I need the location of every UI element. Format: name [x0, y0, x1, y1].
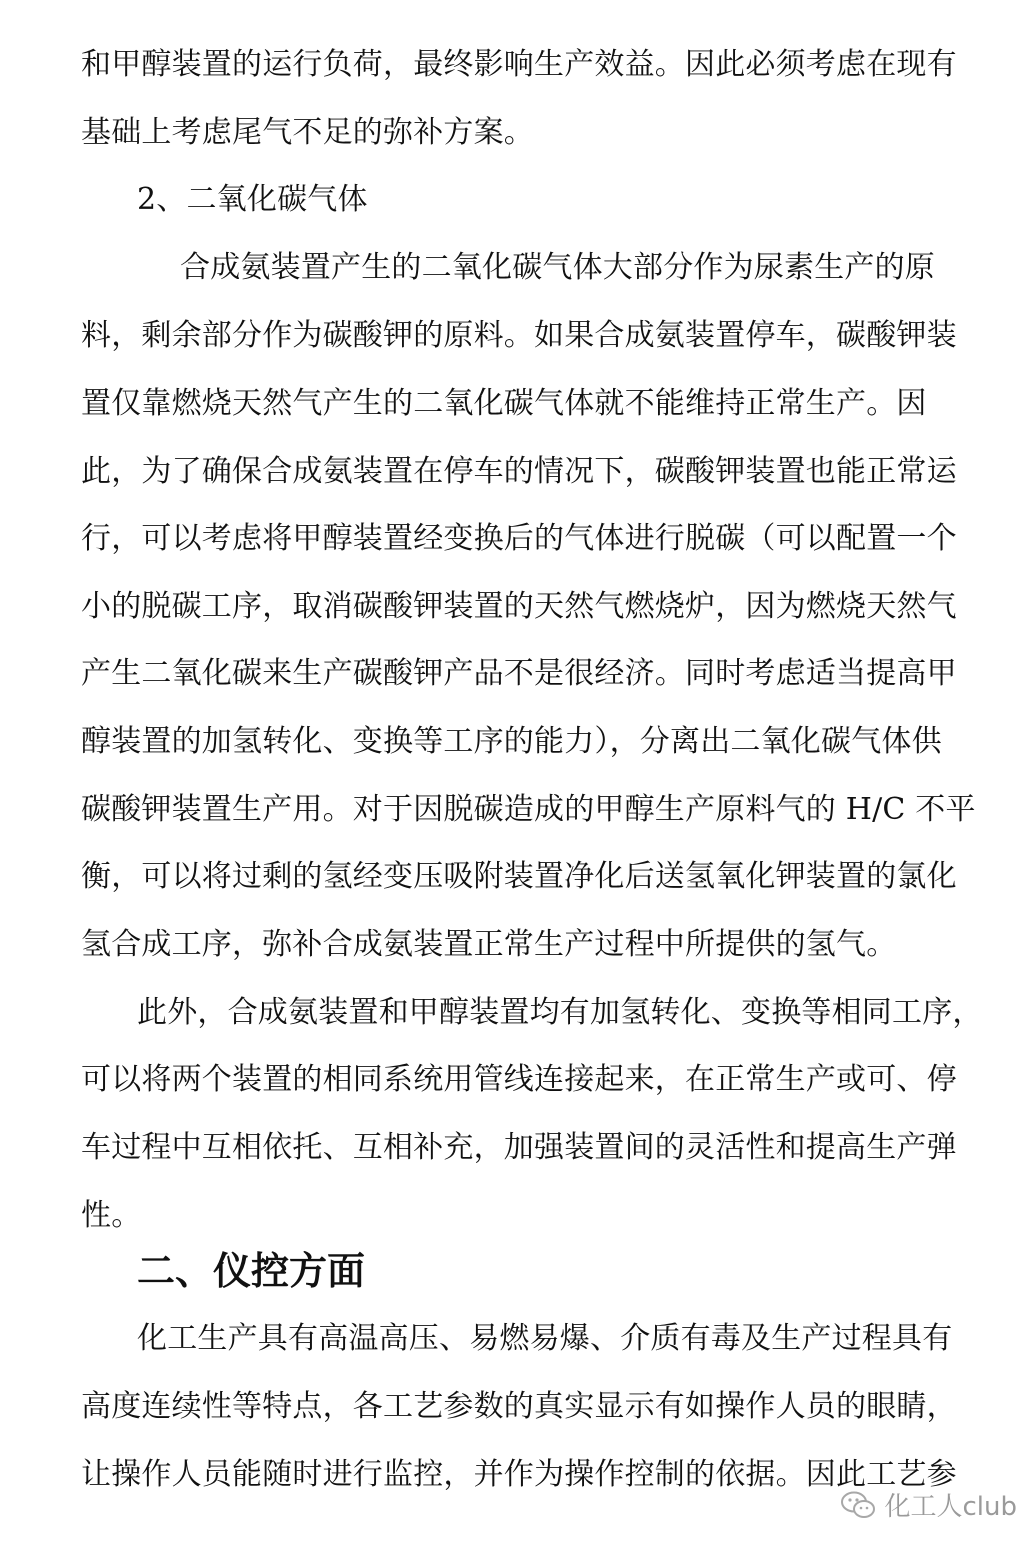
watermark — [840, 1486, 1017, 1523]
paragraph-line: 料，剩余部分作为碳酸钾的原料。如果合成氨装置停车，碳酸钾装 — [81, 318, 957, 353]
paragraph-line: 置仅靠燃烧天然气产生的二氧化碳气体就不能维持正常生产。因 — [81, 386, 927, 421]
paragraph-line: 车过程中互相依托、互相补充，加强装置间的灵活性和提高生产弹 — [81, 1130, 957, 1165]
paragraph-line: 性。 — [81, 1198, 142, 1233]
paragraph-line: 小的脱碳工序，取消碳酸钾装置的天然气燃烧炉，因为燃烧天然气 — [81, 589, 957, 624]
paragraph-line: 产生二氧化碳来生产碳酸钾产品不是很经济。同时考虑适当提高甲 — [81, 656, 957, 691]
section-heading: 二、仪控方面 — [137, 1249, 366, 1293]
paragraph-line: 高度连续性等特点，各工艺参数的真实显示有如操作人员的眼睛， — [81, 1389, 957, 1424]
paragraph-line: 此，为了确保合成氨装置在停车的情况下，碳酸钾装置也能正常运 — [81, 454, 957, 489]
paragraph-line: 此外，合成氨装置和甲醇装置均有加氢转化、变换等相同工序， — [137, 995, 983, 1030]
paragraph-line: 化工生产具有高温高压、易燃易爆、介质有毒及生产过程具有 — [137, 1321, 953, 1356]
paragraph-line: 氢合成工序，弥补合成氨装置正常生产过程中所提供的氢气。 — [81, 927, 897, 962]
wechat-icon — [840, 1490, 876, 1520]
paragraph-line: 衡，可以将过剩的氢经变压吸附装置净化后送氢氧化钾装置的氯化 — [81, 859, 957, 894]
watermark-text: 化工人club — [884, 1492, 1017, 1522]
paragraph-line: 行，可以考虑将甲醇装置经变换后的气体进行脱碳（可以配置一个 — [81, 521, 957, 556]
paragraph-line: 让操作人员能随时进行监控，并作为操作控制的依据。因此工艺参 — [81, 1457, 957, 1492]
section-subtitle: 2、二氧化碳气体 — [137, 182, 368, 217]
paragraph-line: 碳酸钾装置生产用。对于因脱碳造成的甲醇生产原料气的 H/C 不平 — [81, 792, 976, 827]
paragraph-line: 可以将两个装置的相同系统用管线连接起来，在正常生产或可、停 — [81, 1062, 957, 1097]
paragraph-line: 合成氨装置产生的二氧化碳气体大部分作为尿素生产的原 — [180, 250, 935, 285]
paragraph-line: 和甲醇装置的运行负荷，最终影响生产效益。因此必须考虑在现有 — [81, 47, 957, 82]
paragraph-line: 基础上考虑尾气不足的弥补方案。 — [81, 115, 534, 150]
paragraph-line: 醇装置的加氢转化、变换等工序的能力），分离出二氧化碳气体供 — [81, 724, 942, 759]
